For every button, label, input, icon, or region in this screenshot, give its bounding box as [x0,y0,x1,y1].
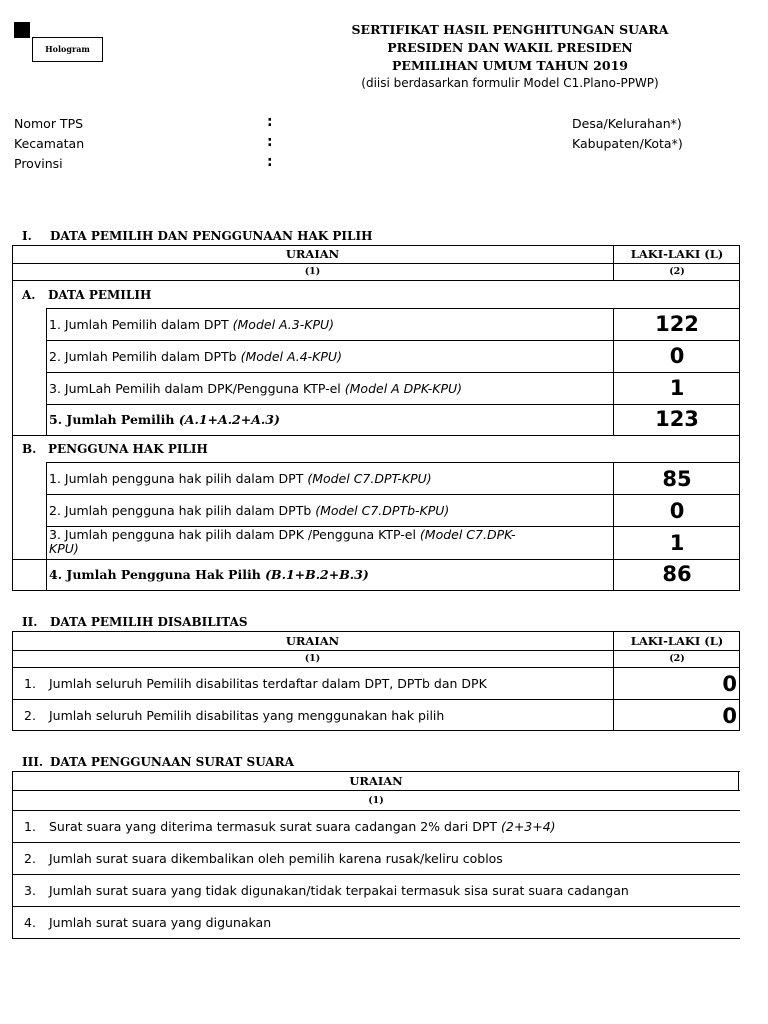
row-d2-value: 0 [722,704,737,728]
col-number-2: (2) [669,653,685,664]
title-line-2: PRESIDEN DAN WAKIL PRESIDEN [387,40,633,55]
black-square-mark [14,22,30,38]
row-b-total-label: 4. Jumlah Pengguna Hak Pilih (B.1+B.2+B.3) [49,567,369,582]
row-b3-label: 3. Jumlah pengguna hak pilih dalam DPK /Pengguna KTP-el (Model C7.DPK- KPU) [49,527,516,556]
title-line-3: PEMILIHAN UMUM TAHUN 2019 [392,58,628,73]
col-laki-laki: LAKI-LAKI (L) [630,634,724,648]
col-number-1: (1) [304,266,321,277]
group-a-tag: A. [22,288,36,302]
col-number-1: (1) [368,795,384,806]
row-a-total-value: 123 [655,407,699,431]
col-uraian: URAIAN [349,774,403,788]
kabupaten-label: Kabupaten/Kota*) [572,136,683,151]
title-subtitle: (diisi berdasarkan formulir Model C1.Plano-PPWP) [361,76,659,90]
col-laki-laki: LAKI-LAKI (L) [630,247,724,261]
row-d2-num: 2. [24,708,36,723]
row-b2-value: 0 [669,499,685,523]
col-uraian: URAIAN [285,247,340,261]
row-a2-label: 2. Jumlah Pemilih dalam DPTb (Model A.4-KPU) [49,349,342,364]
row-s1-label: Surat suara yang diterima termasuk surat suara cadangan 2% dari DPT (2+3+4) [49,819,556,834]
section-2-heading: II. DATA PEMILIH DISABILITAS [22,615,248,629]
desa-label: Desa/Kelurahan*) [572,116,682,131]
row-s2-num: 2. [24,851,36,866]
row-d2-label: Jumlah seluruh Pemilih disabilitas yang menggunakan hak pilih [49,708,445,723]
row-b3-value: 1 [669,531,685,555]
row-a2-value: 0 [669,344,685,368]
section-3-heading: III. DATA PENGGUNAAN SURAT SUARA [22,755,294,769]
colon: : [267,154,273,170]
row-d1-label: Jumlah seluruh Pemilih disabilitas terdaftar dalam DPT, DPTb dan DPK [49,676,487,691]
provinsi-label: Provinsi [14,156,63,171]
col-number-1: (1) [304,653,321,664]
row-a1-label: 1. Jumlah Pemilih dalam DPT (Model A.3-KPU) [49,317,335,332]
row-s4-num: 4. [24,915,36,930]
row-s4-label: Jumlah surat suara yang digunakan [49,915,272,930]
hologram-box: Hologram [32,37,103,62]
row-b1-label: 1. Jumlah pengguna hak pilih dalam DPT (Model C7.DPT-KPU) [49,471,432,486]
row-a-total-label: 5. Jumlah Pemilih (A.1+A.2+A.3) [49,412,280,427]
row-s3-label: Jumlah surat suara yang tidak digunakan/tidak terpakai termasuk sisa surat suara cadangan [49,883,629,898]
row-b-total-value: 86 [662,562,692,586]
row-a3-label: 3. JumLah Pemilih dalam DPK/Pengguna KTP-el (Model A DPK-KPU) [49,381,463,396]
row-d1-num: 1. [24,676,36,691]
row-a1-value: 122 [655,312,699,336]
col-uraian: URAIAN [285,634,340,648]
nomor-tps-label: Nomor TPS [14,116,84,131]
kecamatan-label: Kecamatan [14,136,85,151]
row-a3-value: 1 [669,376,685,400]
col-number-2: (2) [669,266,685,277]
row-s1-num: 1. [24,819,36,834]
title-line-1: SERTIFIKAT HASIL PENGHITUNGAN SUARA [351,22,669,37]
group-b-title: PENGGUNA HAK PILIH [48,442,208,456]
group-a-title: DATA PEMILIH [48,288,152,302]
section-1-heading: I. DATA PEMILIH DAN PENGGUNAAN HAK PILIH [22,229,373,243]
colon: : [267,114,273,130]
row-b1-value: 85 [662,467,692,491]
row-b2-label: 2. Jumlah pengguna hak pilih dalam DPTb (Model C7.DPTb-KPU) [49,503,450,518]
group-b-tag: B. [22,442,37,456]
row-s2-label: Jumlah surat suara dikembalikan oleh pemilih karena rusak/keliru coblos [49,851,503,866]
colon: : [267,134,273,150]
row-s3-num: 3. [24,883,36,898]
row-d1-value: 0 [722,672,737,696]
